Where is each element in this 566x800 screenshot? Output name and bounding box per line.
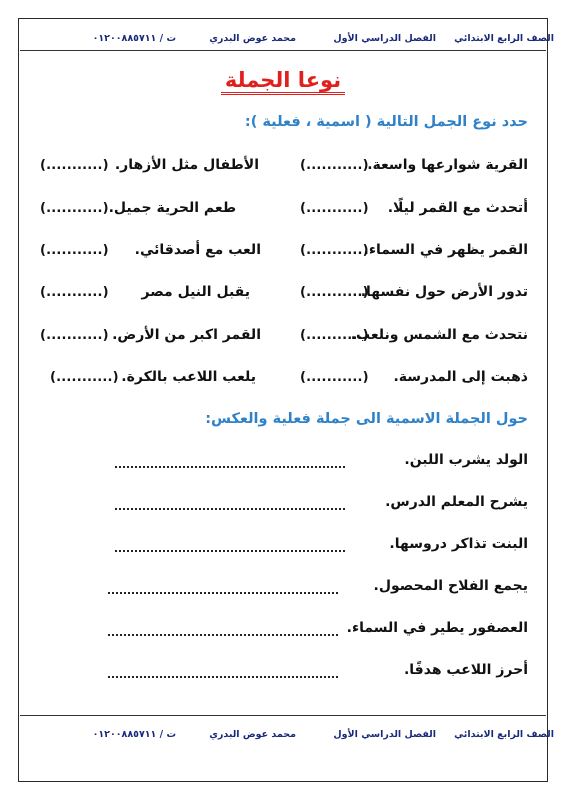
footer-rule	[20, 715, 546, 716]
s2-sentence-5: العصفور يطير في السماء.	[346, 620, 528, 636]
s1-row6-right-blank[interactable]: (...........)	[300, 370, 369, 385]
page-title-text: نوعا الجملة	[221, 68, 345, 95]
s1-row2-right-blank[interactable]: (...........)	[300, 201, 369, 216]
s1-row2-left-sentence: طعم الحرية جميل.	[108, 200, 236, 216]
s1-row5-right-blank[interactable]: (...........)	[300, 328, 369, 343]
header-grade: الصف الرابع الابتدائي	[454, 32, 554, 44]
s1-row2-left-blank[interactable]: (...........)	[40, 201, 109, 216]
s2-answer-line-3[interactable]	[115, 550, 345, 552]
s2-answer-line-1[interactable]	[115, 466, 345, 468]
s1-row1-left-blank[interactable]: (...........)	[40, 158, 109, 173]
footer-teacher: محمد عوض البدري	[209, 728, 296, 740]
footer-phone: ت / ٠١٢٠٠٨٨٥٧١١	[92, 728, 176, 740]
page-header	[0, 27, 566, 49]
s2-sentence-2: يشرح المعلم الدرس.	[385, 494, 528, 510]
s2-sentence-4: يجمع الفلاح المحصول.	[373, 578, 528, 594]
s1-row5-left-blank[interactable]: (...........)	[40, 328, 109, 343]
s1-row3-right-sentence: القمر يظهر في السماء.	[363, 242, 528, 258]
s2-sentence-6: أحرز اللاعب هدفًا.	[403, 662, 528, 678]
s2-answer-line-2[interactable]	[115, 508, 345, 510]
s1-row5-right-sentence: نتحدث مع الشمس ونلعب.	[350, 327, 528, 343]
s2-answer-line-4[interactable]	[108, 592, 338, 594]
s1-row4-right-sentence: تدور الأرض حول نفسها.	[360, 284, 528, 300]
s1-row3-right-blank[interactable]: (...........)	[300, 243, 369, 258]
section1-instruction: حدد نوع الجمل التالية ( اسمية ، فعلية ):	[244, 114, 528, 130]
s1-row2-right-sentence: أتحدث مع القمر ليلًا.	[387, 200, 528, 216]
s2-sentence-3: البنت تذاكر دروسها.	[389, 536, 528, 552]
s1-row6-left-blank[interactable]: (...........)	[50, 370, 119, 385]
header-phone: ت / ٠١٢٠٠٨٨٥٧١١	[92, 32, 176, 44]
s1-row4-left-blank[interactable]: (...........)	[40, 285, 109, 300]
s1-row1-left-sentence: الأطفال مثل الأزهار.	[114, 157, 259, 173]
footer-grade: الصف الرابع الابتدائي	[454, 728, 554, 740]
header-rule	[20, 50, 546, 51]
page-title	[0, 68, 566, 92]
s1-row5-left-sentence: القمر اكبر من الأرض.	[112, 327, 261, 343]
s2-answer-line-6[interactable]	[108, 676, 338, 678]
s2-answer-line-5[interactable]	[108, 634, 338, 636]
s1-row4-left-sentence: يقبل النيل مصر	[141, 284, 250, 300]
s1-row6-left-sentence: يلعب اللاعب بالكرة.	[121, 369, 256, 385]
s1-row4-right-blank[interactable]: (...........)	[300, 285, 369, 300]
s1-row6-right-sentence: ذهبت إلى المدرسة.	[393, 369, 528, 385]
header-term: الفصل الدراسي الأول	[333, 32, 436, 44]
s1-row1-right-sentence: القرية شوارعها واسعة.	[367, 157, 528, 173]
section2-instruction: حول الجملة الاسمية الى جملة فعلية والعكس:	[205, 411, 528, 427]
s1-row3-left-sentence: العب مع أصدقائي.	[134, 242, 261, 258]
footer-term: الفصل الدراسي الأول	[333, 728, 436, 740]
s2-sentence-1: الولد يشرب اللبن.	[404, 452, 528, 468]
page-footer	[0, 723, 566, 745]
header-teacher: محمد عوض البدري	[209, 32, 296, 44]
s1-row3-left-blank[interactable]: (...........)	[40, 243, 109, 258]
s1-row1-right-blank[interactable]: (...........)	[300, 158, 369, 173]
